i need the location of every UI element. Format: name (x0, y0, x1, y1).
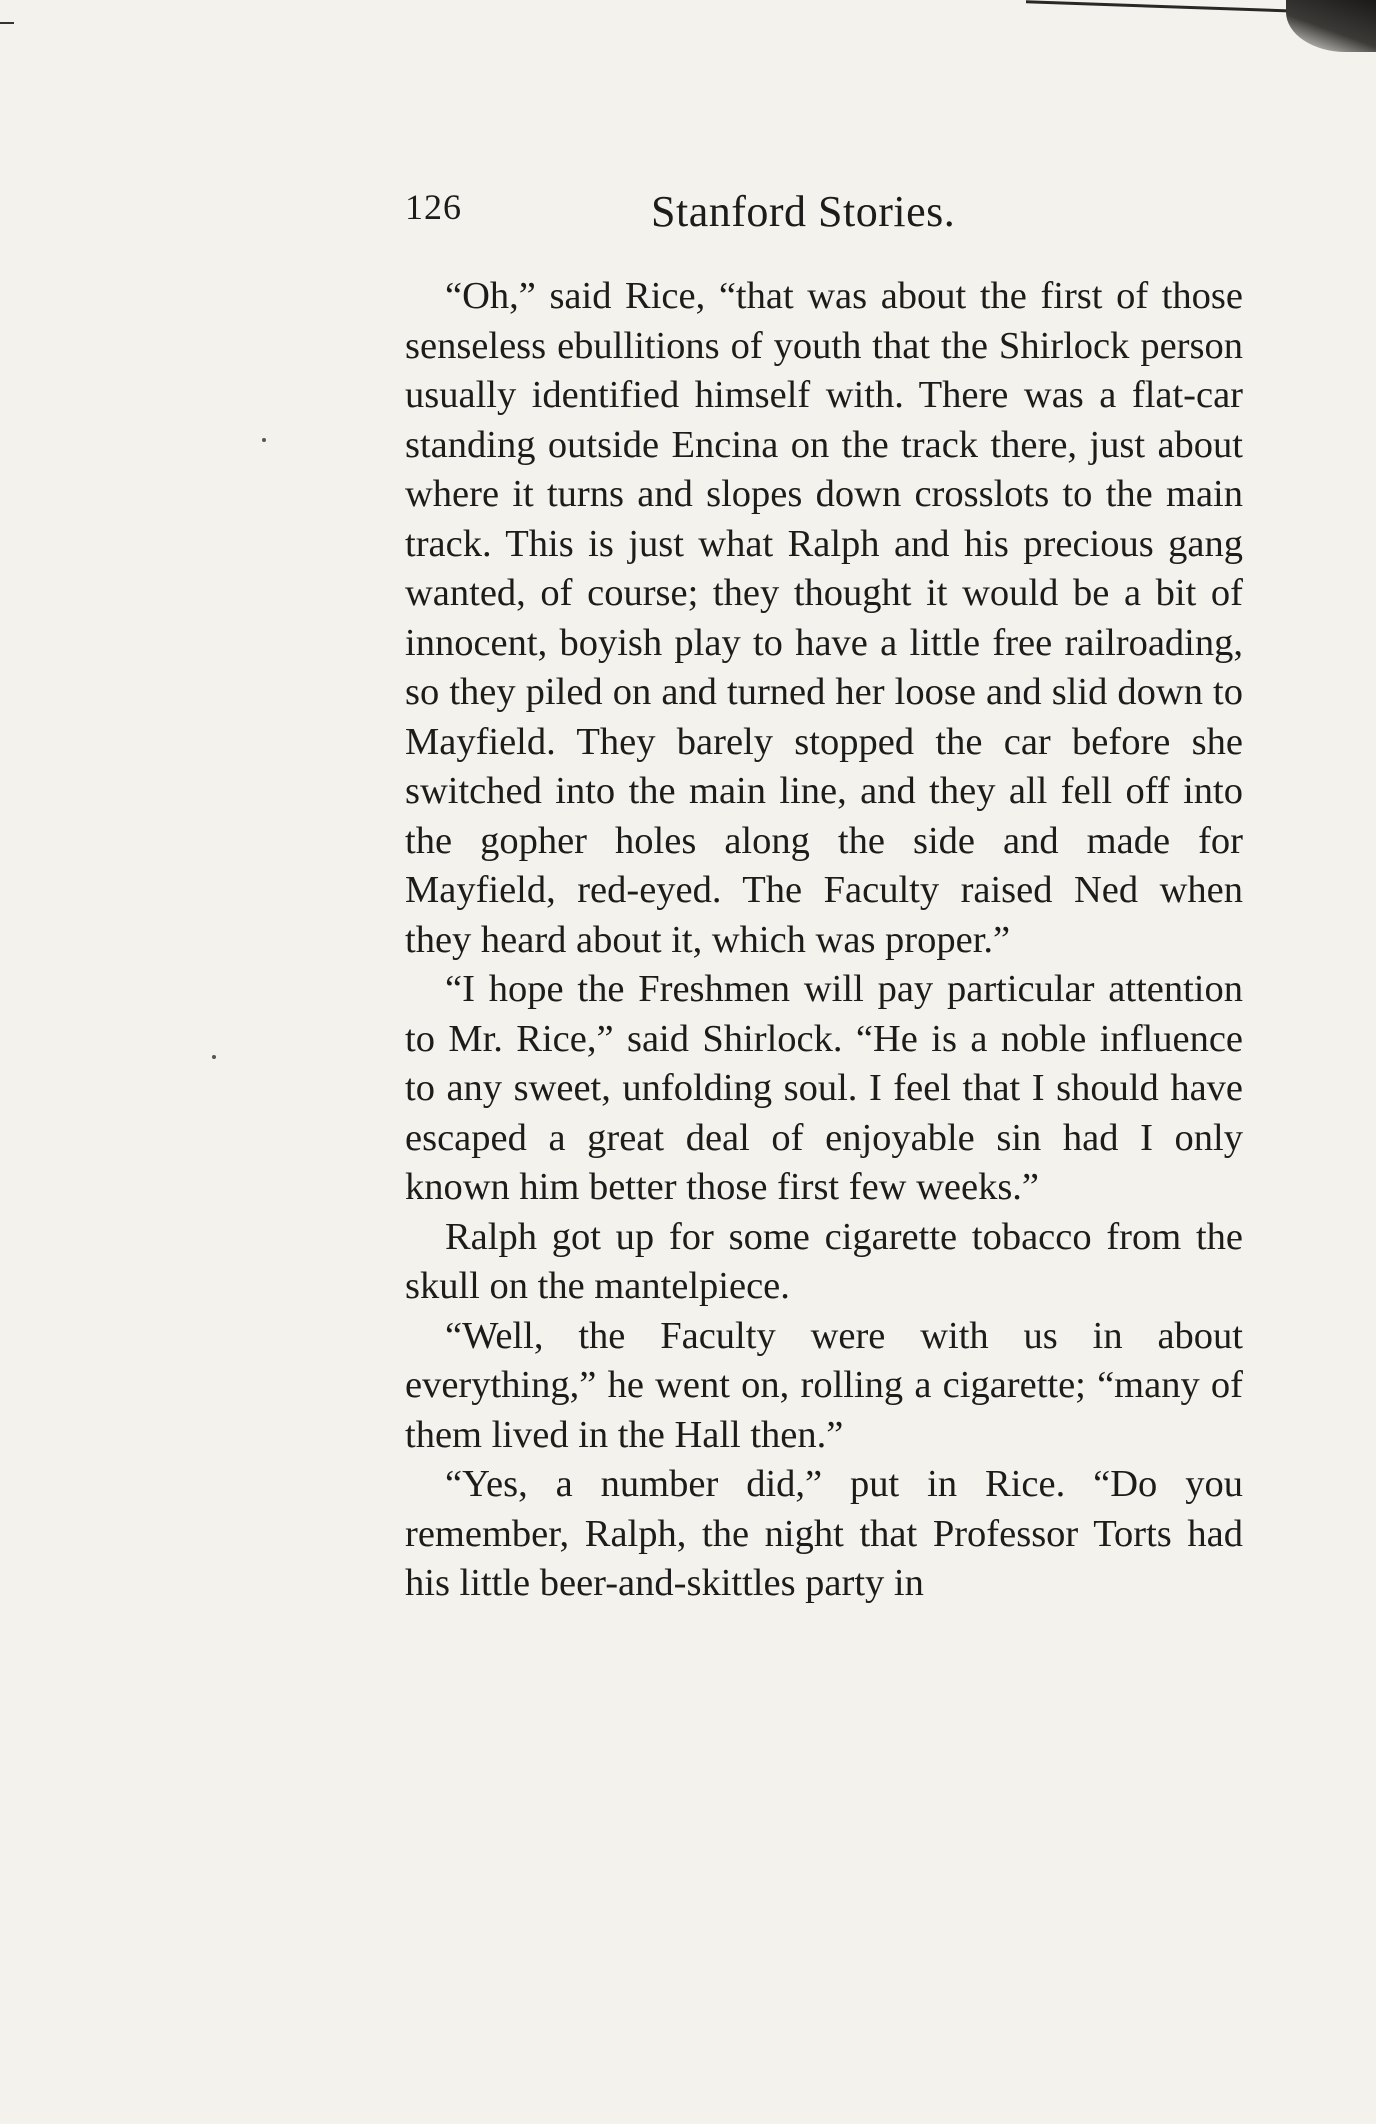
body-text (405, 272, 1243, 1609)
running-title: Stanford Stories. (651, 187, 956, 236)
running-head (405, 186, 1245, 246)
scan-speck (212, 1055, 216, 1059)
paragraph: “Oh,” said Rice, “that was about the first of those senseless ebullitions of youth that the Shirlock person usually identified himself with. There was a flat-car standing outside Encina on the track there, just about where it turns and slopes down crosslots to the main track. This is just what Ralph and his precious gang wanted, of course; they thought it would be a bit of innocent, boyish play to have a little free railroading, so they piled on and turned her loose and slid down to Mayfield. They barely stopped the car before she switched into the main line, and they all fell off into the gopher holes along the side and made for Mayfield, red-eyed. The Faculty raised Ned when they heard about it, which was proper.” (405, 275, 1243, 961)
paragraph: “Well, the Faculty were with us in about everything,” he went on, rolling a cigarette; “many of them lived in the Hall then.” (405, 1314, 1243, 1456)
scan-speck (262, 438, 266, 442)
page-number: 126 (405, 187, 462, 227)
paragraph: “I hope the Freshmen will pay particular attention to Mr. Rice,” said Shirlock. “He is a noble influence to any sweet, unfolding soul. I feel that I should have escaped a great deal of enjoyable sin had I only known him better those first few weeks.” (405, 968, 1243, 1208)
paragraph: Ralph got up for some cigarette tobacco from the skull on the mantelpiece. (405, 1215, 1243, 1307)
paragraph: “Yes, a number did,” put in Rice. “Do you remember, Ralph, the night that Professor Torts had his little beer-and-skittles party in (405, 1463, 1243, 1604)
scan-edge-mark (0, 22, 14, 24)
scan-corner-damage (1016, 0, 1376, 60)
